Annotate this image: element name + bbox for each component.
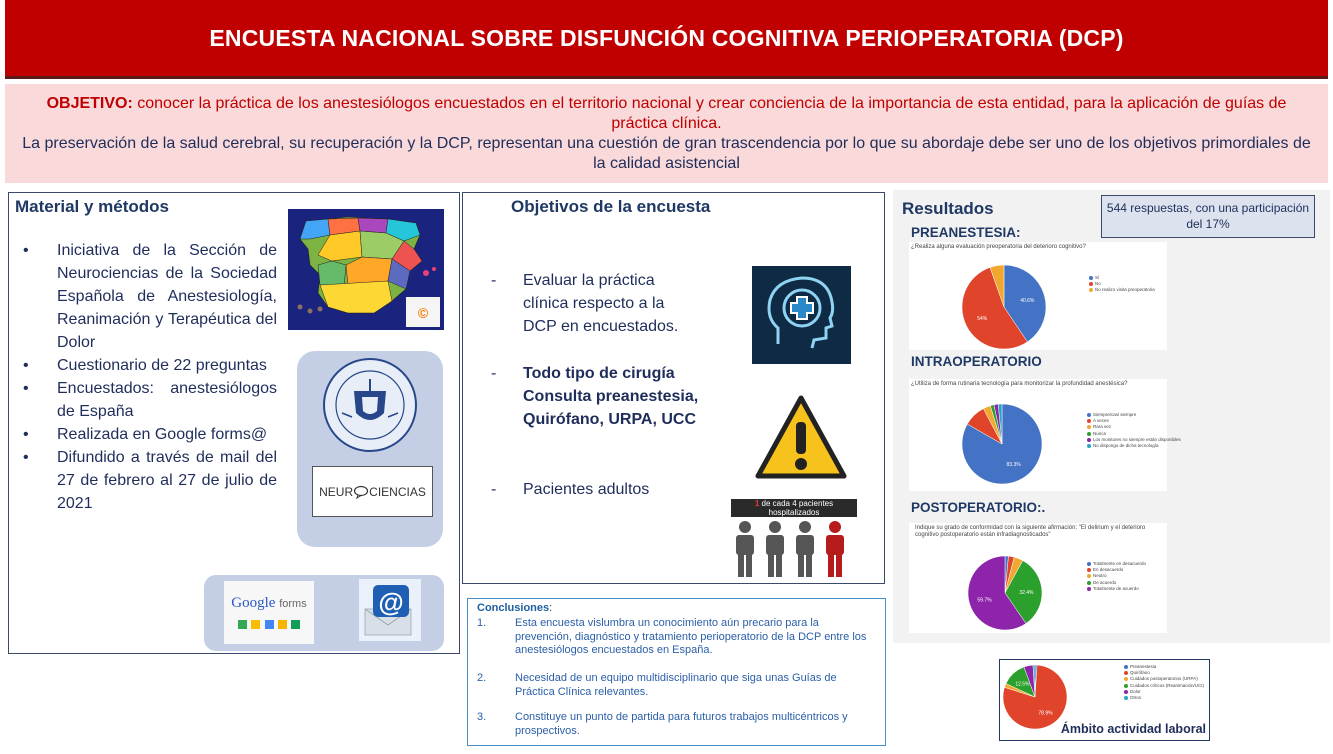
legend-postoperatorio xyxy=(1087,561,1146,592)
poster-title: ENCUESTA NACIONAL SOBRE DISFUNCIÓN COGNITIVA PERIOPERATORIA (DCP) xyxy=(209,24,1124,51)
patients-infographic: 1 de cada 4 pacientes hospitalizados xyxy=(731,499,857,579)
objective-text-2: La preservación de la salud cerebral, su recuperación y la DCP, representan una cuestión de gran trascendencia por lo que su abordaje debe ser uno de los objetivos primordiales de la calidad asistencial xyxy=(22,135,1311,172)
society-seal-icon xyxy=(322,357,418,453)
list-item: • Realizada en Google forms@ xyxy=(23,426,268,443)
poster-header xyxy=(5,0,1328,79)
pie-intraoperatorio xyxy=(961,403,1043,485)
chart-ambito xyxy=(999,659,1210,741)
responses-box: 544 respuestas, con una participación del 17% xyxy=(1101,195,1315,238)
legend-entry: Quirófano xyxy=(1124,670,1204,676)
pie-data-label: 83.3% xyxy=(1006,462,1021,469)
legend-entry: Totalmente de acuerdo xyxy=(1087,586,1146,592)
list-item: • Iniciativa de la Sección de Neurociencias de la Sociedad Española de Anestesiología, Reanimación y Terapéutica del Dolor xyxy=(23,242,277,351)
legend-entry: No realizo visita preoperatoria xyxy=(1089,287,1155,293)
legend-entry: Siempre/casi siempre xyxy=(1087,412,1165,418)
objective-banner xyxy=(5,84,1328,183)
methods-panel xyxy=(8,192,460,654)
list-item: • Difundido a través de mail del 27 de febrero al 27 de julio de 2021 xyxy=(23,449,277,512)
chart-question: ¿Realiza alguna evaluación preoperatoria del deterioro cognitivo? xyxy=(911,244,1086,250)
pie-ambito xyxy=(1002,664,1068,730)
speech-bubble-icon xyxy=(353,485,369,499)
legend-entry: Rara vez xyxy=(1087,424,1165,430)
list-item: - Pacientes adultos xyxy=(491,481,650,498)
objective-label: OBJETIVO: xyxy=(46,95,133,112)
legend-entry: Sí xyxy=(1089,275,1155,281)
conclusions-title: Conclusiones xyxy=(477,602,550,614)
legend-entry: Totalmente en desacuerdo xyxy=(1087,561,1146,567)
pie-data-label: 54% xyxy=(977,315,988,322)
conclusions-panel: Conclusiones: 1. Esta encuesta vislumbra un conocimiento aún precario para la prevención, diagnóstico y tratamiento perioperatorio de la DCP entre los anestesiólogos encuestados en España. 2. Necesidad de un equipo multidisciplinario que siga unas Guías de Práctica Clínica relevantes. 3. Constituye un punto de partida para futuros trabajos multicéntricos y prospectivos. xyxy=(467,598,886,746)
legend-preanestesia xyxy=(1089,275,1155,294)
legend-entry: Dolor xyxy=(1124,689,1204,695)
legend-entry: En desacuerdo xyxy=(1087,567,1146,573)
email-icon xyxy=(359,579,421,641)
legend-entry: De acuerdo xyxy=(1087,580,1146,586)
pie-data-label: 40.6% xyxy=(1020,297,1035,304)
legend-entry: Otros xyxy=(1124,695,1204,701)
results-title: Resultados xyxy=(902,199,994,218)
legend-entry: No dispongo de dicha tecnología xyxy=(1087,443,1165,449)
list-item: • Cuestionario de 22 preguntas xyxy=(23,357,267,374)
list-item: 3. Constituye un punto de partida para futuros trabajos multicéntricos y prospectivos. xyxy=(477,711,848,737)
google-forms-logo: Google forms xyxy=(224,581,314,644)
pie-data-label: 12.5% xyxy=(1015,681,1030,688)
objective-body: conocer la práctica de los anestesiólogos encuestados en el territorio nacional y crear conciencia de la importancia de esta entidad, para la aplicación de guías de práctica clínica. xyxy=(132,95,1287,132)
brain-medical-icon xyxy=(752,266,851,364)
postoperatorio-heading: POSTOPERATORIO:. xyxy=(911,500,1046,515)
list-item: • Encuestados: anestesiólogos de España xyxy=(23,380,277,420)
results-panel xyxy=(893,190,1330,643)
methods-title: Material y métodos xyxy=(15,197,169,216)
pie-postoperatorio xyxy=(967,555,1043,631)
pie-data-label: 32.4% xyxy=(1019,589,1034,596)
svg-text:©: © xyxy=(417,305,429,321)
preanestesia-heading: PREANESTESIA: xyxy=(911,225,1021,240)
svg-text:@: @ xyxy=(378,587,404,617)
intraoperatorio-heading: INTRAOPERATORIO xyxy=(911,354,1042,369)
legend-entry: Cuidados postoperatorios (URPA) xyxy=(1124,676,1204,682)
legend-entry: Preanestesia xyxy=(1124,664,1204,670)
pie-data-label: 59.7% xyxy=(977,597,992,604)
pie-data-label: 78.9% xyxy=(1038,710,1053,717)
methods-list xyxy=(17,239,277,515)
legend-intraoperatorio xyxy=(1087,412,1181,449)
objective-text xyxy=(5,84,1328,134)
chart-intraoperatorio xyxy=(909,379,1181,491)
legend-entry: A veces xyxy=(1087,418,1165,424)
survey-title: Objetivos de la encuesta xyxy=(511,197,711,216)
spain-map-image xyxy=(288,209,444,330)
pie-preanestesia xyxy=(961,264,1047,350)
list-item: 1. Esta encuesta vislumbra un conocimiento aún precario para la prevención, diagnóstico y tratamiento perioperatorio de la DCP entre los anestesiólogos encuestados en España. xyxy=(477,617,867,656)
chart-preanestesia xyxy=(909,242,1167,350)
legend-entry: Neutro xyxy=(1087,573,1146,579)
chart-question: Indique su grado de conformidad con la siguiente afirmación: "El delirium y el deterioro cognitivo postoperatorio están infradiagnosticados" xyxy=(915,525,1146,538)
legend-ambito xyxy=(1124,664,1204,701)
ambito-label: Ámbito actividad laboral xyxy=(1060,722,1206,736)
person-icons xyxy=(731,519,857,579)
list-item: - Evaluar la práctica clínica respecto a la DCP en encuestados. xyxy=(491,272,679,335)
chart-postoperatorio xyxy=(909,523,1167,633)
list-item: - Todo tipo de cirugía Consulta preanestesia, Quirófano, URPA, UCC xyxy=(491,365,699,428)
chart-question: ¿Utiliza de forma rutinaria tecnología para monitorizar la profundidad anestésica? xyxy=(911,381,1128,387)
legend-entry: No xyxy=(1089,281,1155,287)
survey-objectives-panel xyxy=(462,192,885,584)
list-item: 2. Necesidad de un equipo multidisciplinario que siga unas Guías de Práctica Clínica relevantes. xyxy=(477,672,837,698)
legend-entry: Los monitores no siempre están disponibles xyxy=(1087,437,1165,443)
legend-entry: Nunca xyxy=(1087,431,1165,437)
legend-entry: Cuidados críticos (Reanimación/UCI) xyxy=(1124,683,1204,689)
warning-icon xyxy=(752,390,850,486)
neurociencias-logo: NEUR CIENCIAS xyxy=(312,466,433,517)
